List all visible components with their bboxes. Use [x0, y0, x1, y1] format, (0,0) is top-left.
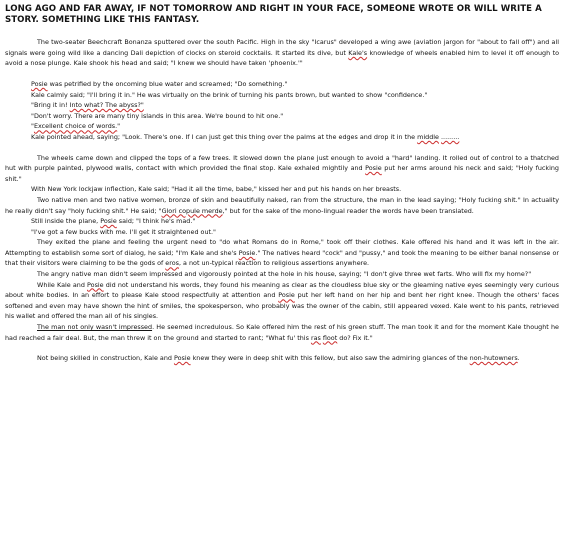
text-run: . He seemed incredulous. So Kale offered him the rest of his green stuff. The man took it and for the moment Kale thought he had reached a fair deal. But, the man threw it on the ground and started to rant; "What fu' this — [5, 323, 559, 342]
text-run: They exited the plane and feeling the urgent need to "do what Romans do in Rome," took off their clothes. Kale offered his hand and it was left in the air. Attempting to establish some sort of dialog, he said; "I'm Kale and she's — [5, 238, 559, 257]
text-run: The two-seater Beechcraft Bonanza sputtered over the south Pacific. High in the sky "Icarus" developed a wing awe (aviation jargon for "about to fall off") and all signals were going wild like a dancing Dali depiction of clocks on steroid cocktails. It started its dive, but — [5, 38, 559, 57]
flagged-word: Kale's — [348, 48, 368, 57]
paragraph — [5, 79, 559, 90]
text-run: "I've got a few bucks with me. I'll get it straightened out." — [31, 227, 216, 236]
text-run: The angry native man didn't seem impressed and vigorously pointed at the hole in his house, saying; "I don't give three wet farts. Who will fix my home?" — [37, 270, 532, 279]
flagged-word: ras — [310, 333, 321, 342]
text-run: . — [517, 354, 520, 363]
underlined-text: The man not only wasn't impressed — [37, 323, 153, 332]
flagged-word: Posie — [238, 248, 256, 257]
flagged-word: Into what? The abyss?" — [69, 101, 144, 110]
flagged-word: eros — [165, 259, 179, 268]
flagged-word: Excellent choice of words. — [33, 122, 118, 131]
text-run: said; "I think he's mad." — [116, 217, 196, 226]
text-run: " — [117, 122, 121, 131]
flagged-word: ......... — [441, 132, 460, 141]
flagged-word: non-hutowners — [469, 354, 518, 363]
text-run: knew they were in deep shit with this fellow, but also saw the admiring glances of the — [190, 354, 470, 363]
flagged-word: Posie — [173, 354, 191, 363]
paragraph — [5, 227, 559, 238]
paragraph — [5, 322, 559, 343]
text-run: Kale calmly said; "I'll bring it in." He was virtually on the brink of turning his pants brown, but wanted to show "confidence." — [31, 90, 428, 99]
text-run: " — [31, 122, 34, 131]
text-run: was petrified by the oncoming blue water and screamed; "Do something." — [47, 79, 288, 88]
flagged-word: Glori copule merde — [161, 206, 223, 215]
story-heading: LONG AGO AND FAR AWAY, IF NOT TOMORROW AND RIGHT IN YOUR FACE, SOMEONE WROTE OR WILL WRITE A STORY. SOMETHING LIKE THIS FANTASY. — [5, 4, 542, 25]
flagged-word: Posie — [31, 79, 48, 88]
paragraph — [5, 353, 559, 364]
flagged-word: Posie — [278, 291, 295, 300]
flagged-word: Posie — [100, 217, 117, 226]
text-run: While Kale and — [37, 280, 88, 289]
text-run: do? Fix it." — [337, 333, 373, 342]
text-run: ." The natives heard "cock" and "pussy," and took the meaning to be either banal nonsense or that their visitors were claiming to be the gods of — [5, 248, 559, 268]
text-run: put her left hand on her hip and bent her right knee. Though the others' faces softened and even may have shown the hint of smiles, the spokesperson, who probably was the owner of the cabin, still appeared vexed. Kale went to his pants, retrieved his wallet and offered the man all of his singles. — [5, 291, 560, 321]
text-run: "Bring it in! — [31, 101, 70, 110]
text-run: knowledge of wheels enabled him to level it off enough to avoid a nose plunge. Kale shook his head and said; "I knew we should have taken 'phoenix.'" — [5, 48, 559, 68]
paragraph — [5, 37, 559, 69]
text-run: ," but for the sake of the mono-lingual reader the words have been translated. — [222, 206, 474, 215]
text-run: did not understand his words, they found his meaning as clear as the cloudless blue sky or the gleaming native eyes seemingly very curious about white bodies. In an effort to please Kale stood respectfully at attention and — [5, 280, 559, 300]
paragraph — [5, 237, 559, 269]
paragraph — [5, 111, 559, 122]
text-run: , a not un-typical reaction to religious assertions anywhere. — [178, 259, 370, 268]
text-run: Still inside the plane, — [31, 217, 101, 226]
flagged-word: middle — [417, 132, 439, 141]
text-run: "Don't worry. There are many tiny islands in this area. We're bound to hit one." — [31, 111, 284, 120]
paragraph — [5, 280, 559, 322]
paragraph — [5, 216, 559, 227]
paragraph — [5, 121, 559, 132]
text-run: With New York lockjaw inflection, Kale said; "Had it all the time, babe," kissed her and put his hands on her breasts. — [31, 185, 402, 194]
story-body — [5, 37, 559, 364]
text-run: Not being skilled in construction, Kale and — [37, 354, 174, 363]
flagged-word: Posie — [365, 164, 382, 173]
paragraph — [5, 90, 559, 101]
text-run: put her arms around his neck and said; "Holy fucking shit." — [5, 164, 559, 183]
flagged-word: floot — [322, 333, 338, 342]
text-run: Kale pointed ahead, saying; "Look. There's one. If I can just get this thing over the palms at the edges and drop it in the — [31, 132, 418, 141]
text-run: Two native men and two native women, bronze of skin and beautifully naked, ran from the structure, the man in the lead saying; "Holy fucking shit." In actuality he really didn't say "holy fucking shit." He said; " — [5, 195, 559, 215]
paragraph — [5, 184, 559, 195]
text-run: The wheels came down and clipped the tops of a few trees. It slowed down the plane just enough to avoid a "hard" landing. It rolled out of control to a thatched hut with purple painted, plywood walls, contact with which provided the final stop. Kale exhaled mightily and — [5, 153, 559, 173]
paragraph — [5, 132, 559, 143]
paragraph — [5, 100, 559, 111]
paragraph — [5, 269, 559, 280]
paragraph — [5, 153, 559, 185]
paragraph — [5, 195, 559, 216]
flagged-word: Posie — [87, 280, 104, 289]
